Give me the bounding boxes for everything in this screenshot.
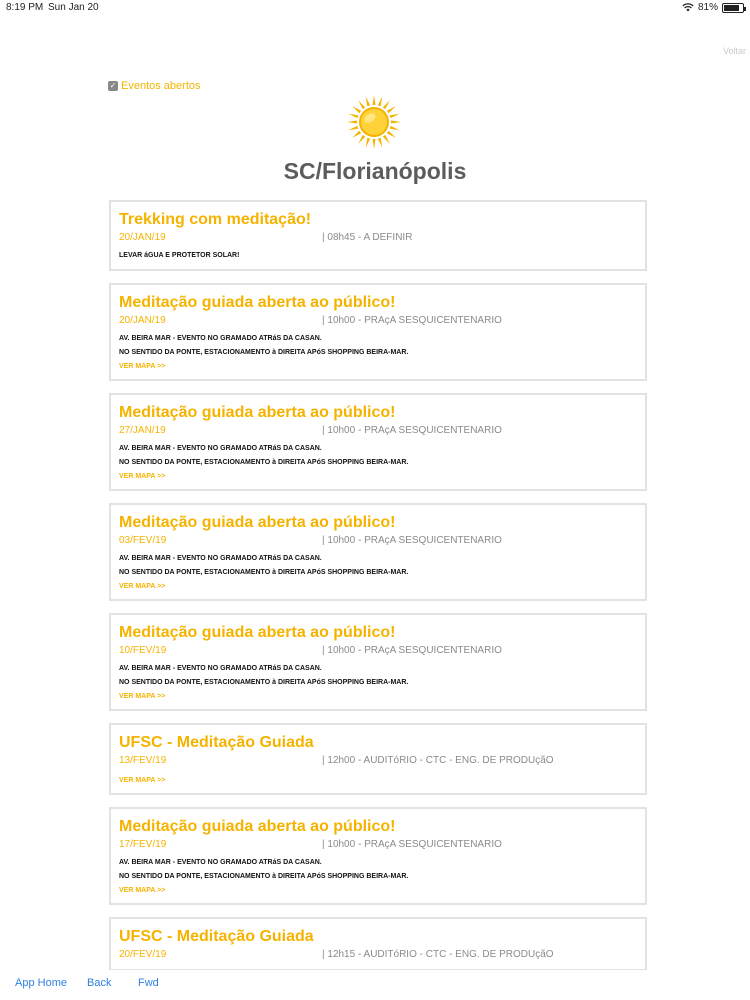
sun-ray	[387, 131, 397, 139]
status-time: 8:19 PM	[6, 2, 44, 13]
status-indicators	[682, 2, 744, 13]
wifi-icon	[682, 3, 694, 12]
event-description: AV. BEIRA MAR - EVENTO NO GRAMADO ATRáS DA CASAN.	[119, 665, 322, 672]
event-date: 20/JAN/19	[119, 232, 166, 243]
event-meta	[119, 315, 637, 329]
view-map-link[interactable]: VER MAPA >>	[119, 363, 166, 370]
event-date: 10/FEV/19	[119, 645, 167, 656]
event-meta	[119, 645, 637, 659]
checkbox-checked-icon[interactable]: ✓	[109, 81, 117, 90]
sun-ray	[357, 135, 365, 145]
sun-ray	[373, 139, 376, 149]
event-description: NO SENTIDO DA PONTE, ESTACIONAMENTO à DIREITA APóS SHOPPING BEIRA-MAR.	[119, 873, 409, 880]
event-time-place: | 10h00 - PRAçA SESQUICENTENARIO	[322, 645, 502, 656]
sun-ray	[390, 126, 400, 132]
battery-icon	[722, 3, 744, 13]
filter-label: Eventos abertos	[121, 80, 201, 92]
battery-percent: 81%	[697, 2, 718, 13]
view-map-link[interactable]: VER MAPA >>	[119, 473, 166, 480]
event-date: 13/FEV/19	[119, 755, 167, 766]
event-description: AV. BEIRA MAR - EVENTO NO GRAMADO ATRáS DA CASAN.	[119, 335, 322, 342]
event-date: 20/JAN/19	[119, 315, 166, 326]
app-home-link[interactable]: App Home	[15, 977, 67, 989]
event-meta	[119, 535, 637, 549]
event-time-place: | 10h00 - PRAçA SESQUICENTENARIO	[322, 839, 502, 850]
sun-ray	[351, 131, 361, 139]
battery-level	[724, 5, 739, 11]
event-description: NO SENTIDO DA PONTE, ESTACIONAMENTO à DIREITA APóS SHOPPING BEIRA-MAR.	[119, 459, 409, 466]
event-title: Meditação guiada aberta ao público!	[119, 404, 396, 421]
event-description: NO SENTIDO DA PONTE, ESTACIONAMENTO à DIREITA APóS SHOPPING BEIRA-MAR.	[119, 349, 409, 356]
city-title: SC/Florianópolis	[283, 158, 467, 184]
view-map-link[interactable]: VER MAPA >>	[119, 693, 166, 700]
forward-link[interactable]: Fwd	[138, 977, 159, 989]
event-time-place: | 12h15 - AUDITóRIO - CTC - ENG. DE PRODUçãO	[322, 949, 554, 960]
event-description: AV. BEIRA MAR - EVENTO NO GRAMADO ATRáS DA CASAN.	[119, 859, 322, 866]
event-description: AV. BEIRA MAR - EVENTO NO GRAMADO ATRáS DA CASAN.	[119, 555, 322, 562]
event-title: Meditação guiada aberta ao público!	[119, 624, 396, 641]
event-description: AV. BEIRA MAR - EVENTO NO GRAMADO ATRáS DA CASAN.	[119, 445, 322, 452]
event-time-place: | 10h00 - PRAçA SESQUICENTENARIO	[322, 315, 502, 326]
event-card	[109, 613, 647, 711]
event-card	[109, 283, 647, 381]
sun-ray	[351, 105, 361, 113]
sun-ray	[378, 138, 384, 148]
event-card	[109, 723, 647, 795]
event-description: NO SENTIDO DA PONTE, ESTACIONAMENTO à DIREITA APóS SHOPPING BEIRA-MAR.	[119, 679, 409, 686]
sun-ray	[378, 96, 384, 106]
sun-ray	[387, 105, 397, 113]
event-meta	[119, 425, 637, 439]
event-title: UFSC - Meditação Guiada	[119, 928, 314, 945]
event-title: Meditação guiada aberta ao público!	[119, 818, 396, 835]
voltar-link[interactable]: Voltar	[722, 46, 746, 56]
event-card	[109, 503, 647, 601]
event-time-place: | 10h00 - PRAçA SESQUICENTENARIO	[322, 425, 502, 436]
view-map-link[interactable]: VER MAPA >>	[119, 583, 166, 590]
sun-ray	[348, 126, 358, 132]
status-bar	[0, 0, 750, 16]
event-card	[109, 393, 647, 491]
event-meta	[119, 232, 637, 246]
event-card	[109, 917, 647, 970]
event-title: Meditação guiada aberta ao público!	[119, 514, 396, 531]
event-time-place: | 12h00 - AUDITóRIO - CTC - ENG. DE PRODUçãO	[322, 755, 554, 766]
sun-ray	[383, 99, 391, 109]
event-title: UFSC - Meditação Guiada	[119, 734, 314, 751]
event-title: Meditação guiada aberta ao público!	[119, 294, 396, 311]
view-map-link[interactable]: VER MAPA >>	[119, 777, 166, 784]
event-meta	[119, 839, 637, 853]
event-card	[109, 807, 647, 905]
sun-ray	[383, 135, 391, 145]
event-time-place: | 10h00 - PRAçA SESQUICENTENARIO	[322, 535, 502, 546]
view-map-link[interactable]: VER MAPA >>	[119, 887, 166, 894]
back-link[interactable]: Back	[87, 977, 112, 989]
sun-ray	[348, 112, 358, 118]
event-description: NO SENTIDO DA PONTE, ESTACIONAMENTO à DIREITA APóS SHOPPING BEIRA-MAR.	[119, 569, 409, 576]
sun-ray	[364, 96, 370, 106]
sun-ray	[391, 121, 401, 124]
open-events-filter[interactable]	[108, 80, 201, 92]
sun-ray	[357, 99, 365, 109]
event-meta	[119, 755, 637, 769]
event-date: 27/JAN/19	[119, 425, 166, 436]
event-date: 03/FEV/19	[119, 535, 167, 546]
sun-icon	[346, 94, 402, 150]
status-date: Sun Jan 20	[48, 2, 99, 13]
event-card	[109, 200, 647, 271]
event-title: Trekking com meditação!	[119, 211, 312, 228]
event-time-place: | 08h45 - A DEFINIR	[322, 232, 413, 243]
event-description: LEVAR áGUA E PROTETOR SOLAR!	[119, 252, 240, 259]
sun-ray	[390, 112, 400, 118]
sun-ray	[373, 95, 376, 105]
event-meta	[119, 949, 637, 963]
event-date: 17/FEV/19	[119, 839, 167, 850]
event-list	[109, 200, 647, 970]
event-date: 20/FEV/19	[119, 949, 167, 960]
sun-ray	[364, 138, 370, 148]
sun-ray	[347, 121, 357, 124]
bottom-nav-bar	[0, 970, 750, 1000]
